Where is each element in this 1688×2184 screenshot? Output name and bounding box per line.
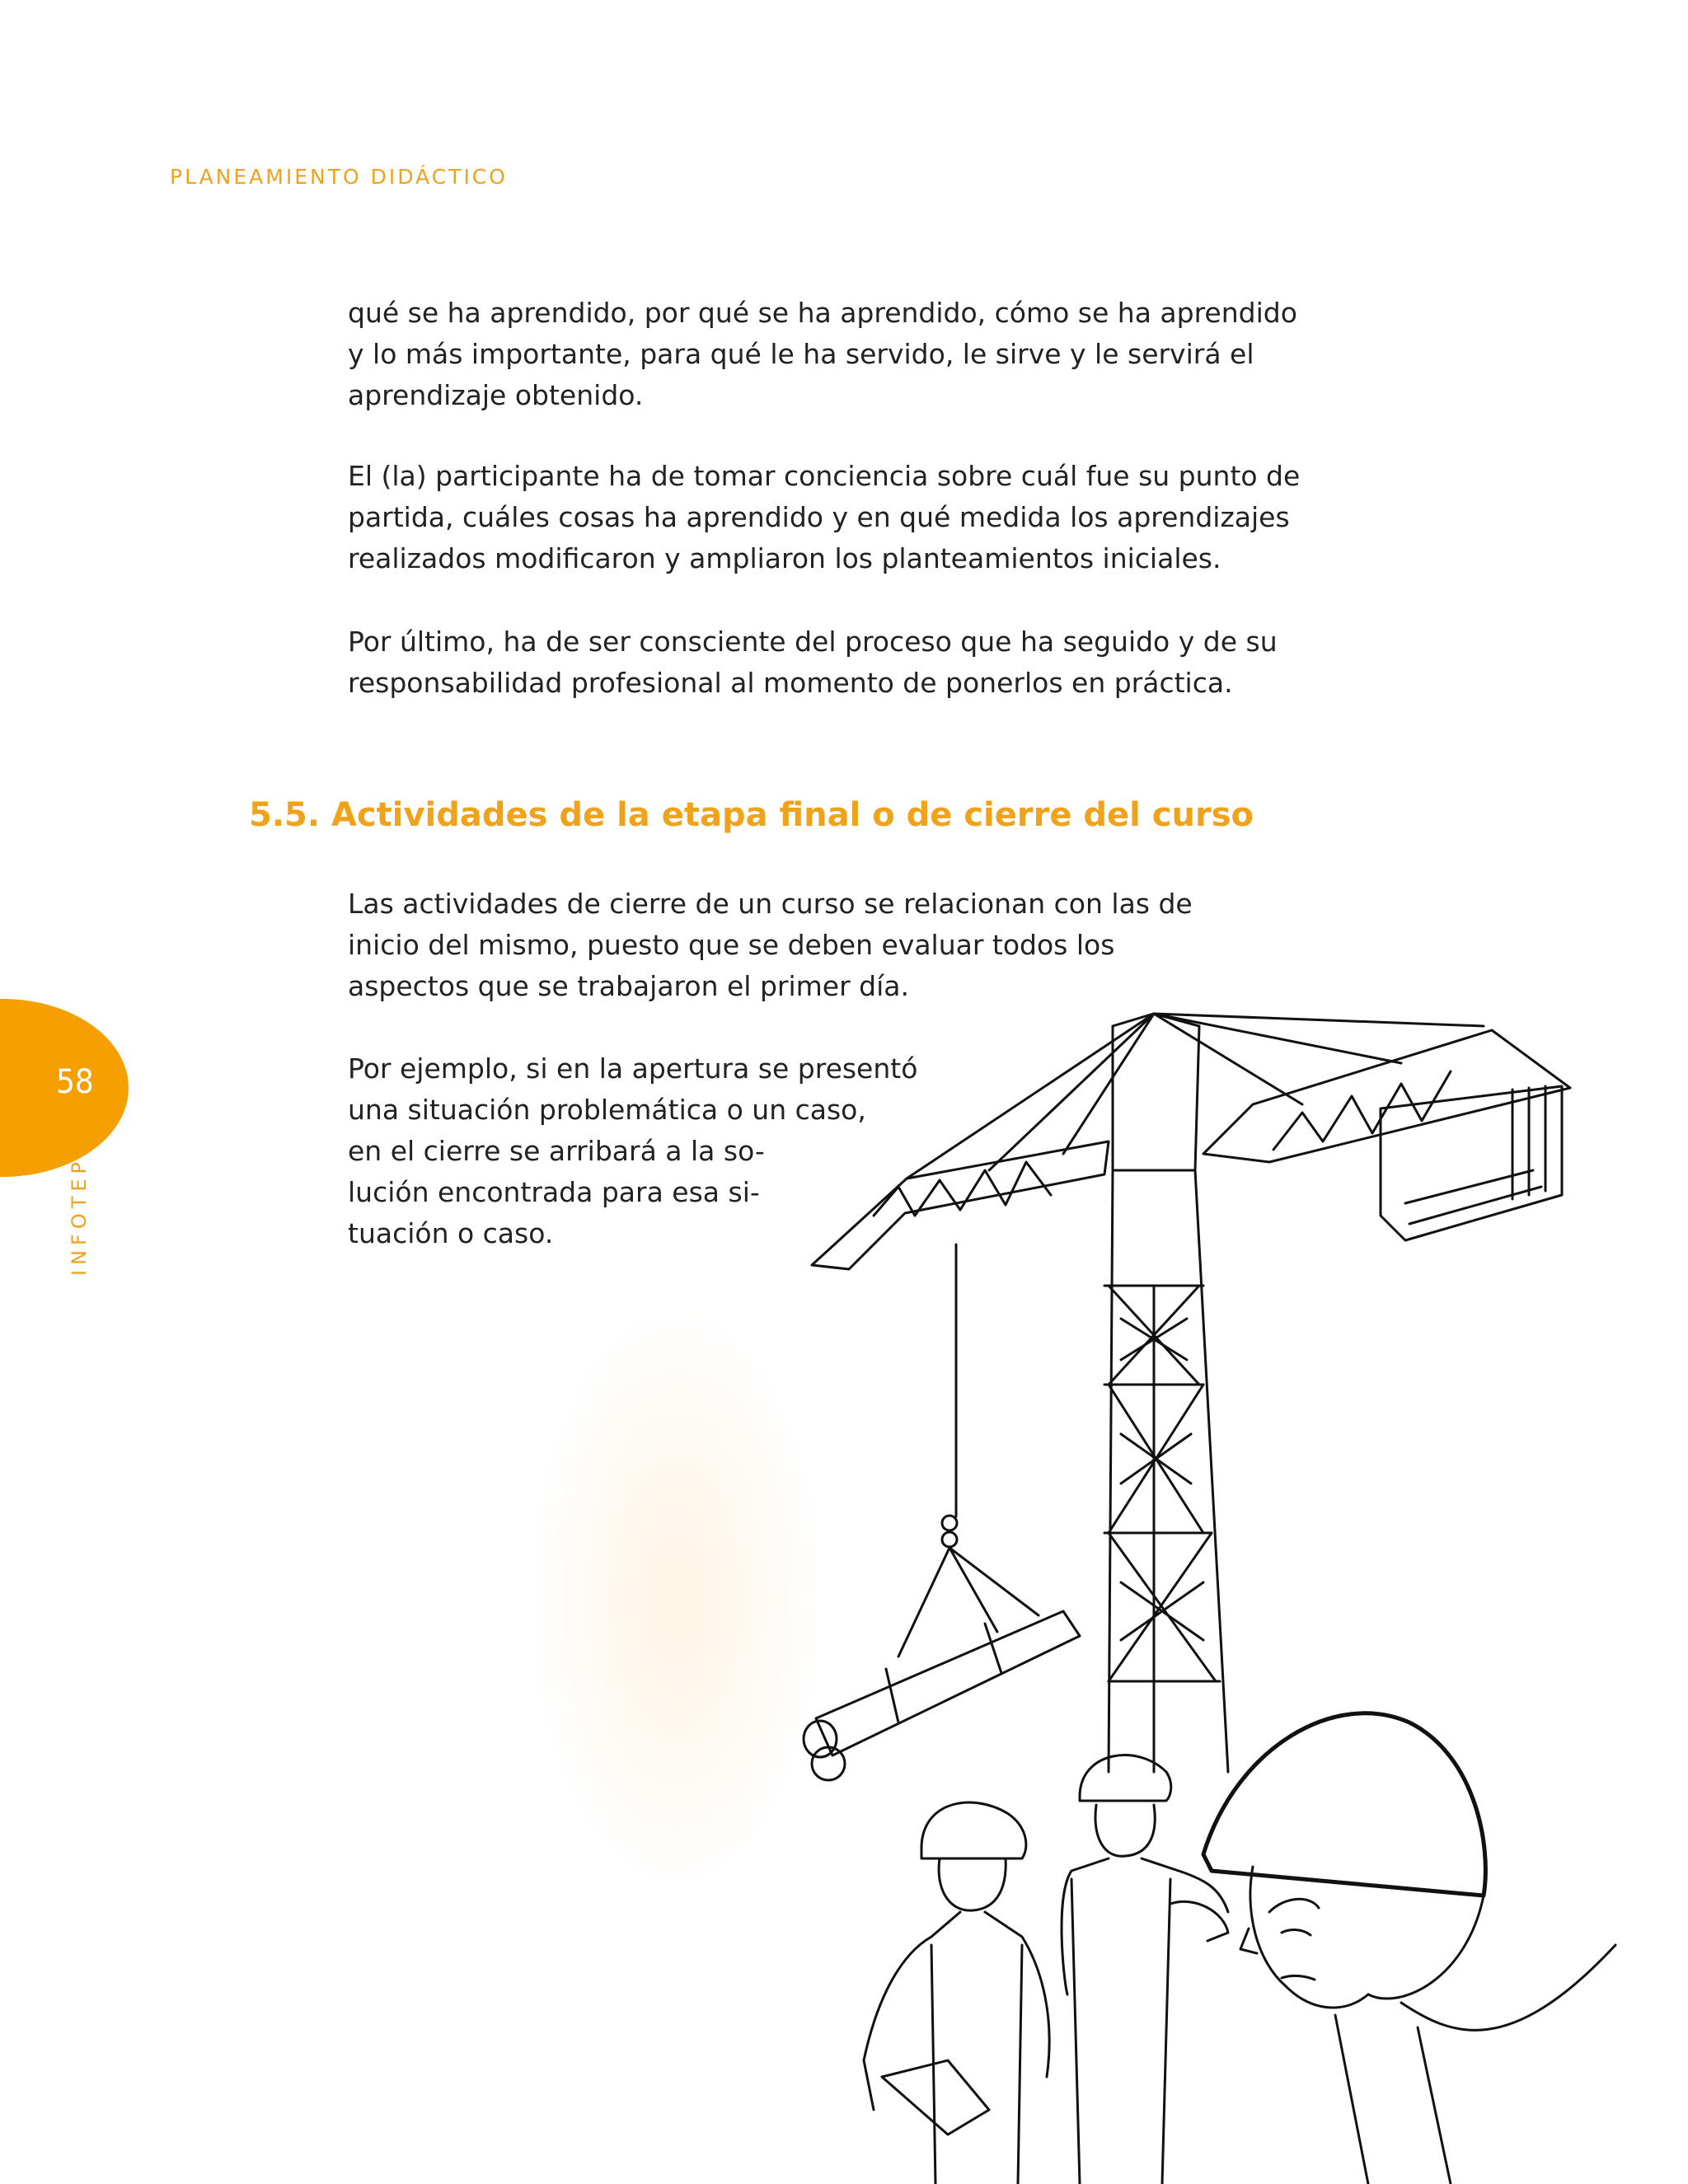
- text-line: responsabilidad profesional al momento de ponerlos en práctica.: [348, 667, 1233, 699]
- text-line: inicio del mismo, puesto que se deben evaluar todos los: [348, 929, 1115, 961]
- worker-middle: [1062, 1755, 1228, 2184]
- page-number: 58: [56, 1063, 94, 1101]
- text-line: qué se ha aprendido, por qué se ha aprendido, cómo se ha aprendido: [348, 297, 1297, 329]
- text-line: y lo más importante, para qué le ha servido, le sirve y le servirá el: [348, 338, 1254, 370]
- text-line: El (la) participante ha de tomar conciencia sobre cuál fue su punto de: [348, 460, 1301, 492]
- text-line: Por último, ha de ser consciente del proceso que ha seguido y de su: [348, 626, 1278, 658]
- running-header: PLANEAMIENTO DIDÁCTICO: [170, 165, 508, 189]
- text-line: en el cierre se arribará a la so-: [348, 1135, 765, 1167]
- text-line: partida, cuáles cosas ha aprendido y en qué medida los aprendizajes: [348, 501, 1290, 533]
- text-line: tuación o caso.: [348, 1217, 554, 1249]
- text-line: realizados modificaron y ampliaron los planteamientos iniciales.: [348, 542, 1221, 574]
- text-line: una situación problemática o un caso,: [348, 1094, 866, 1126]
- crane-jib: [812, 1014, 1570, 1269]
- text-line: aspectos que se trabajaron el primer día.: [348, 970, 909, 1002]
- text-line: Por ejemplo, si en la apertura se presentó: [348, 1052, 918, 1085]
- worker-foreground: [1203, 1713, 1615, 2184]
- text-line: aprendizaje obtenido.: [348, 379, 644, 411]
- hook-and-load: [804, 1244, 1080, 1780]
- section-heading: 5.5. Actividades de la etapa final o de cierre del curso: [249, 796, 1254, 834]
- text-line: lución encontrada para esa si-: [348, 1176, 760, 1208]
- crane-tower: [1104, 1014, 1228, 1772]
- publisher-side-label: INFOTEP: [68, 1156, 91, 1276]
- text-line: Las actividades de cierre de un curso se relacionan con las de: [348, 888, 1193, 920]
- worker-left: [864, 1802, 1049, 2184]
